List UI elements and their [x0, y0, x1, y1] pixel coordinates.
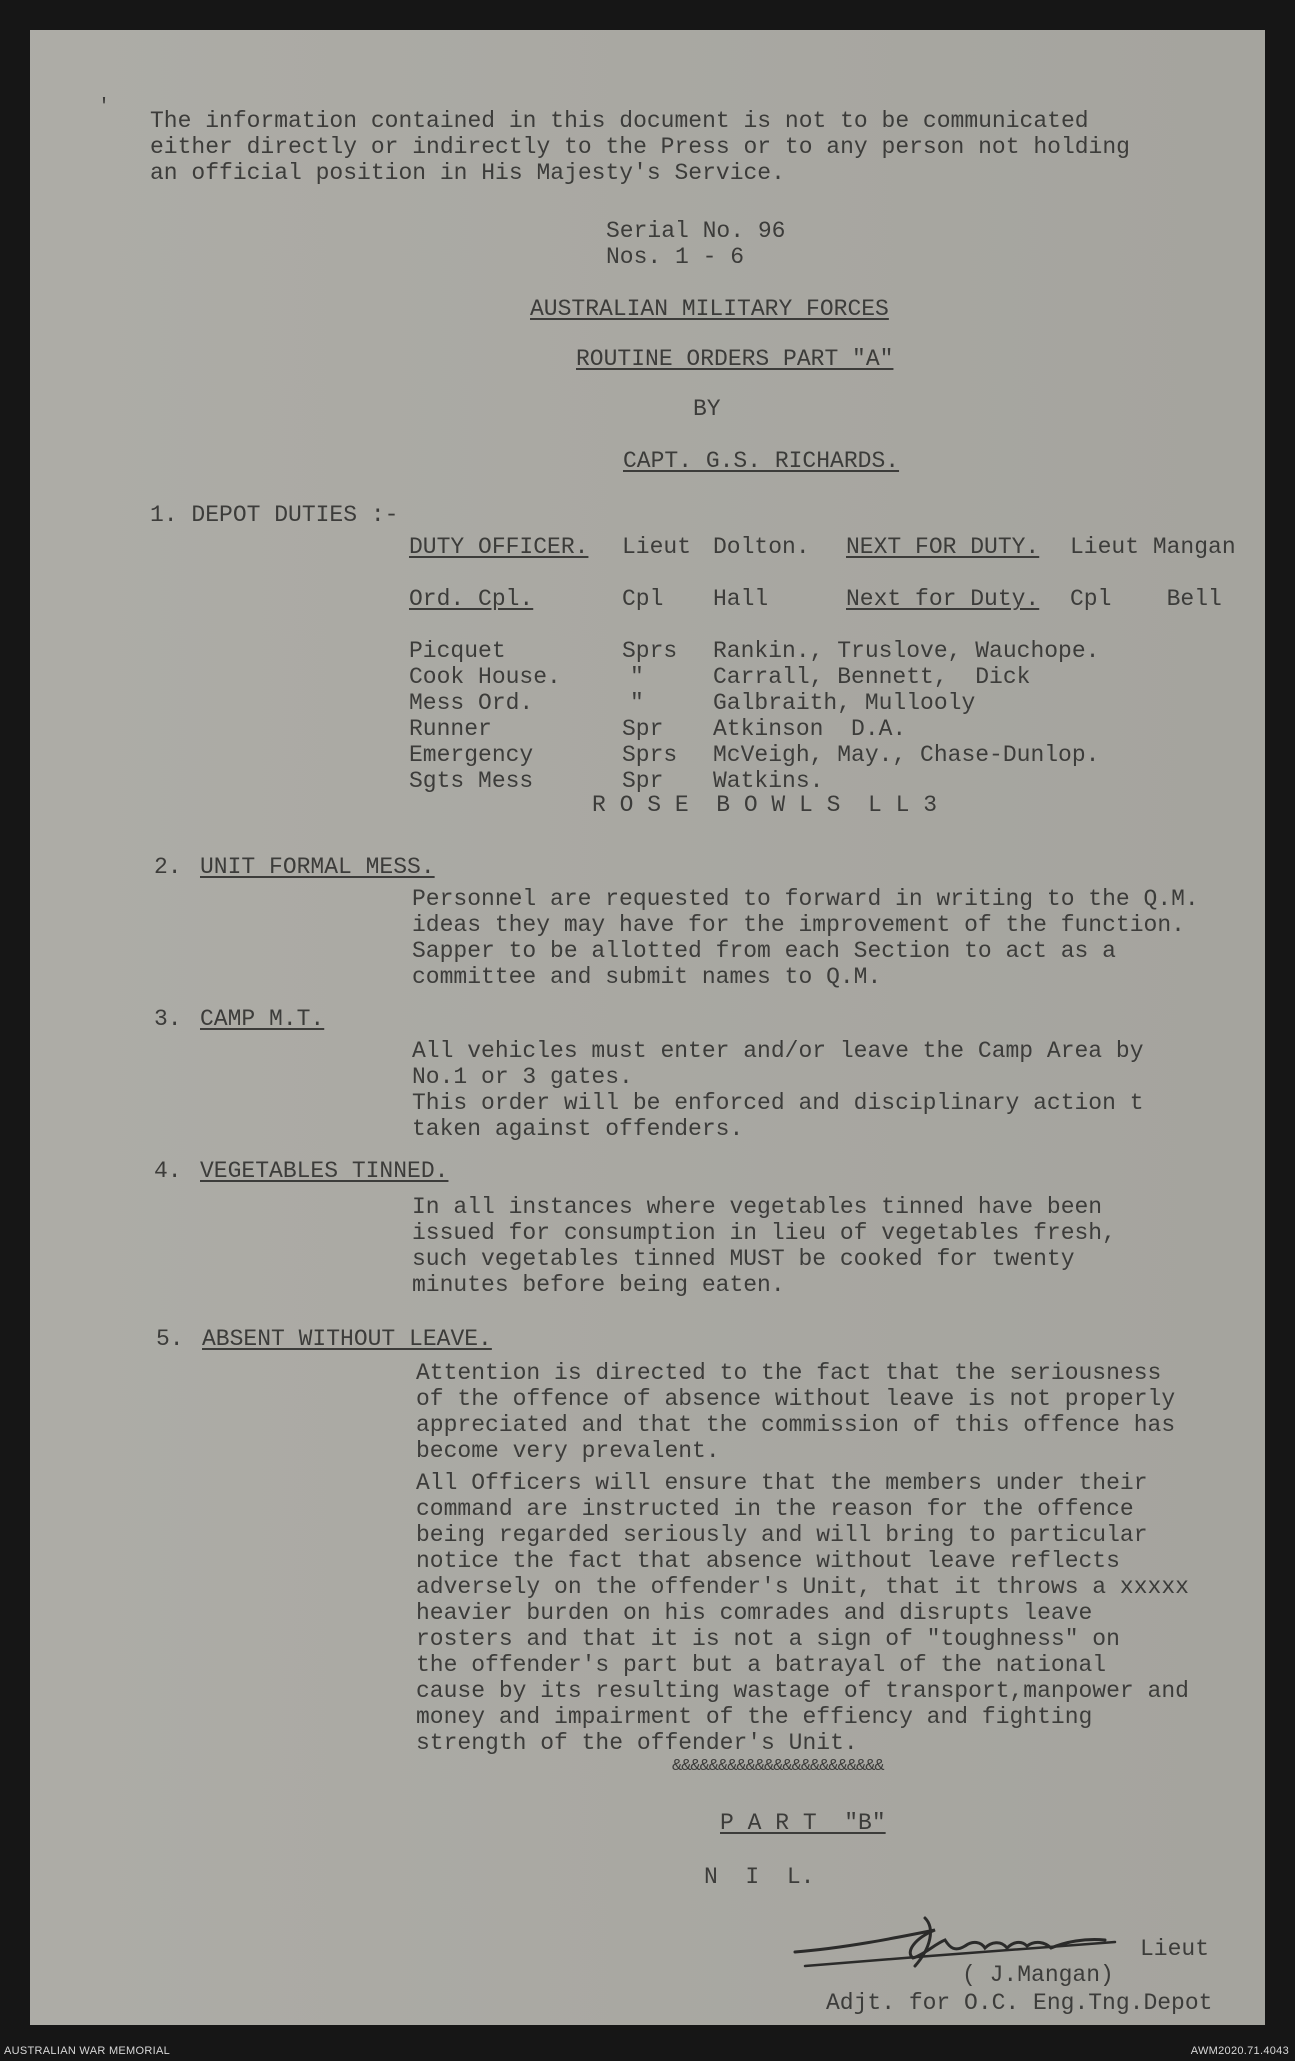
section-heading: 1. DEPOT DUTIES :- [150, 502, 399, 528]
stray-mark: ' [98, 96, 111, 119]
body-line: This order will be enforced and disciplinary action t [412, 1090, 1144, 1116]
body-line: taken against offenders. [412, 1116, 744, 1142]
body-line: heavier burden on his comrades and disrupts leave [416, 1600, 1093, 1626]
body-line: minutes before being eaten. [412, 1272, 785, 1298]
duty-role: Picquet [409, 638, 506, 664]
body-line: No.1 or 3 gates. [412, 1064, 633, 1090]
body-line: notice the fact that absence without leave reflects [416, 1548, 1120, 1574]
archive-reference: AWM2020.71.4043 [1190, 2045, 1289, 2057]
body-line: command are instructed in the reason for the offence [416, 1496, 1134, 1522]
archive-credit: AUSTRALIAN WAR MEMORIAL [4, 2045, 171, 2057]
body-line: committee and submit names to Q.M. [412, 964, 882, 990]
duty-names: Watkins. [713, 768, 824, 794]
duty-officer-label: DUTY OFFICER. [409, 534, 589, 560]
notice-line: an official position in His Majesty's Service. [150, 160, 785, 186]
duty-names: Atkinson D.A. [713, 716, 907, 742]
body-line: In all instances where vegetables tinned have been [412, 1194, 1103, 1220]
duty-names: Galbraith, Mullooly [713, 690, 976, 716]
body-line: the offender's part but a batrayal of the national [416, 1652, 1107, 1678]
notice-line: either directly or indirectly to the Press or to any person not holding [150, 134, 1130, 160]
signatory-rank: Lieut [1140, 1936, 1210, 1962]
issuer: CAPT. G.S. RICHARDS. [623, 448, 900, 474]
duty-role: Emergency [409, 742, 534, 768]
document-page [30, 30, 1265, 2025]
body-line: All vehicles must enter and/or leave the Camp Area by [412, 1038, 1144, 1064]
duty-names: Carrall, Bennett, Dick [713, 664, 1031, 690]
by-label: BY [693, 396, 721, 422]
next-cpl-label: Next for Duty. [846, 586, 1040, 612]
section-heading: ABSENT WITHOUT LEAVE. [202, 1326, 492, 1352]
signatory-role: Adjt. for O.C. Eng.Tng.Depot [826, 1990, 1213, 2016]
divider-line: &&&&&&&&&&&&&&&&&&&&&&& [672, 1757, 884, 1776]
duty-rank: " [630, 690, 644, 716]
next-for-duty-label: NEXT FOR DUTY. [846, 534, 1040, 560]
body-line: cause by its resulting wastage of transport,manpower and [416, 1678, 1189, 1704]
section-heading: CAMP M.T. [200, 1006, 325, 1032]
body-line: All Officers will ensure that the members under their [416, 1470, 1148, 1496]
next-duty-officer: Lieut Mangan [1070, 534, 1236, 560]
duty-role: Cook House. [409, 664, 561, 690]
document-title: AUSTRALIAN MILITARY FORCES [530, 296, 889, 322]
section-heading: VEGETABLES TINNED. [200, 1158, 449, 1184]
section-number: 5. [156, 1326, 184, 1352]
body-line: money and impairment of the effiency and fighting [416, 1704, 1093, 1730]
section-number: 3. [154, 1006, 182, 1032]
ord-cpl-name: Hall [713, 586, 769, 612]
roster-stamp: R O S E B O W L S L L 3 [592, 792, 938, 818]
part-b-nil: N I L. [704, 1864, 815, 1890]
body-line: being regarded seriously and will bring to particular [416, 1522, 1148, 1548]
body-line: Sapper to be allotted from each Section to act as a [412, 938, 1116, 964]
body-line: adversely on the offender's Unit, that it throws a xxxxx [416, 1574, 1189, 1600]
next-cpl: Cpl Bell [1070, 586, 1222, 612]
body-line: of the offence of absence without leave is not properly [416, 1386, 1176, 1412]
section-number: 4. [154, 1158, 182, 1184]
duty-rank: Sprs [622, 742, 678, 768]
duty-role: Sgts Mess [409, 768, 534, 794]
serial-number: Serial No. 96 [606, 218, 786, 244]
duty-rank: Spr [622, 768, 664, 794]
ord-cpl-rank: Cpl [622, 586, 664, 612]
duty-rank: Spr [622, 716, 664, 742]
order-numbers: Nos. 1 - 6 [606, 244, 745, 270]
duty-officer-rank: Lieut [622, 534, 692, 560]
duty-names: Rankin., Truslove, Wauchope. [713, 638, 1100, 664]
body-line: Attention is directed to the fact that the seriousness [416, 1360, 1162, 1386]
duty-role: Mess Ord. [409, 690, 534, 716]
body-line: become very prevalent. [416, 1438, 720, 1464]
ord-cpl-label: Ord. Cpl. [409, 586, 534, 612]
body-line: Personnel are requested to forward in writing to the Q.M. [412, 886, 1199, 912]
section-number: 2. [154, 854, 182, 880]
body-line: rosters and that it is not a sign of "toughness" on [416, 1626, 1120, 1652]
body-line: appreciated and that the commission of this offence has [416, 1412, 1176, 1438]
duty-officer-name: Dolton. [713, 534, 810, 560]
duty-role: Runner [409, 716, 492, 742]
signatory-name: ( J.Mangan) [962, 1962, 1114, 1988]
part-b-heading: P A R T "B" [720, 1810, 886, 1836]
duty-rank: Sprs [622, 638, 678, 664]
body-line: strength of the offender's Unit. [416, 1730, 858, 1756]
document-subtitle: ROUTINE ORDERS PART "A" [576, 346, 894, 372]
notice-line: The information contained in this document is not to be communicated [150, 108, 1089, 134]
duty-names: McVeigh, May., Chase-Dunlop. [713, 742, 1100, 768]
body-line: ideas they may have for the improvement of the function. [412, 912, 1185, 938]
body-line: issued for consumption in lieu of vegetables fresh, [412, 1220, 1116, 1246]
body-line: such vegetables tinned MUST be cooked for twenty [412, 1246, 1075, 1272]
duty-rank: " [630, 664, 644, 690]
section-heading: UNIT FORMAL MESS. [200, 854, 435, 880]
